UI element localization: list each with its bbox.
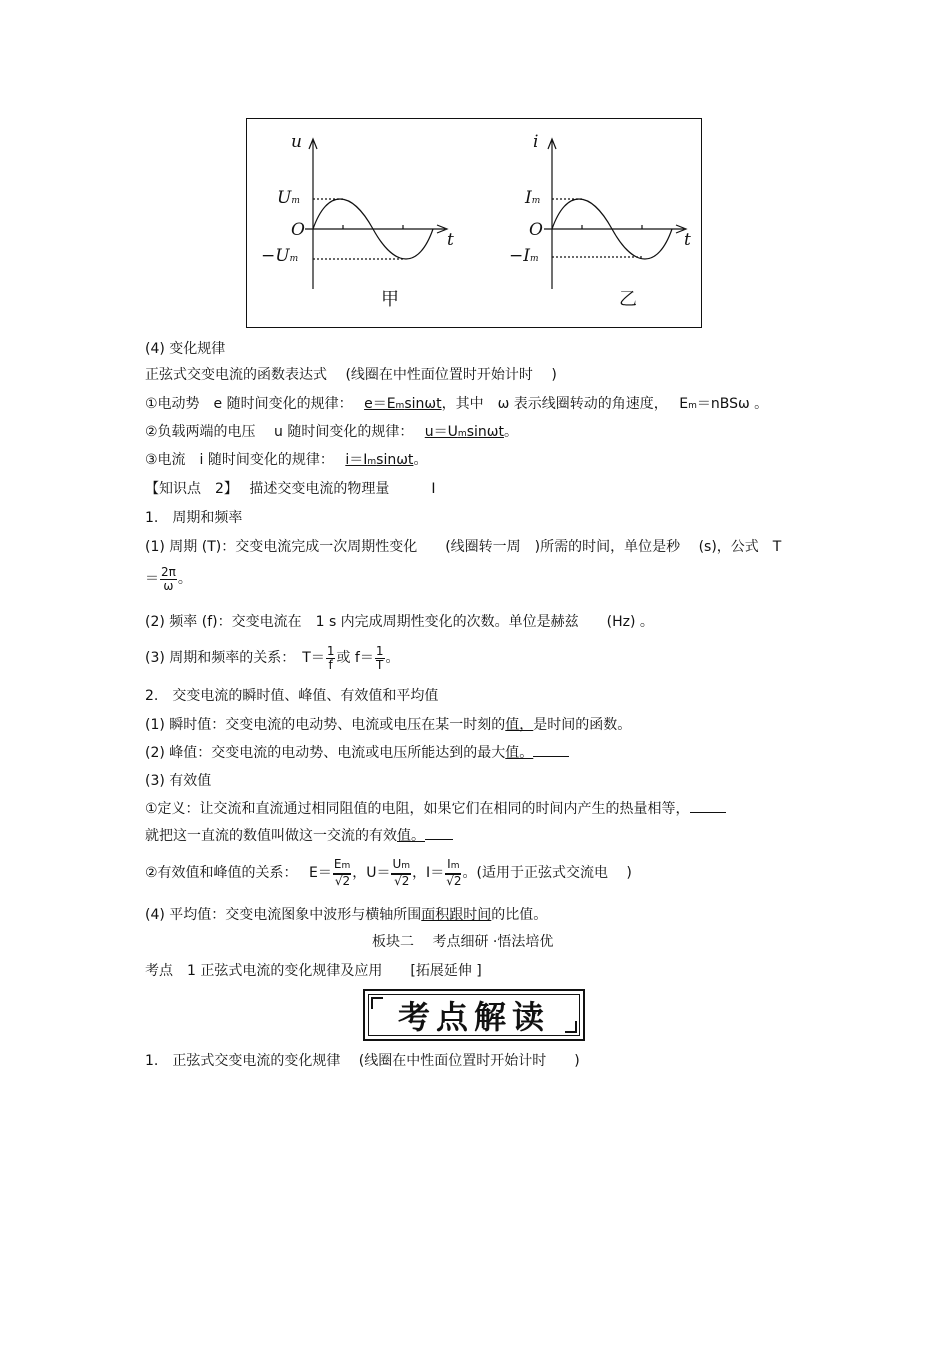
s4-intro: 正弦式交变电流的函数表达式 (线圈在中性面位置时开始计时 ): [145, 367, 557, 383]
effective-value-definition: ①定义：让交流和直流通过相同阻值的电阻，如果它们在相同的时间内产生的热量相等，: [145, 800, 726, 818]
s4-line-emf: ①电动势 e 随时间变化的规律： e＝Emsinωt，其中 ω 表示线圈转动的角速度， Em＝nBSω 。: [145, 396, 769, 412]
s4-line-voltage: ②负载两端的电压 u 随时间变化的规律： u＝Umsinωt。: [145, 424, 518, 440]
label-um: Um: [277, 188, 300, 208]
period-definition: (1) 周期 (T)：交变电流完成一次周期性变化 (线圈转一周 )所需的时间，单位是秒 (s)，公式 T: [145, 539, 782, 555]
kaodian-jiedu-banner: [363, 989, 585, 1041]
current-formula: i＝Imsinωt: [345, 452, 414, 468]
instant-value: (1) 瞬时值：交变电流的电动势、电流或电压在某一时刻的值，是时间的函数。: [145, 717, 632, 733]
x-axis-label-left: t: [447, 230, 454, 250]
effective-value-definition-cont: 就把这一直流的数值叫做这一交流的有效值。: [145, 827, 453, 845]
frequency-definition: (2) 频率 (f)：交变电流在 1 s 内完成周期性变化的次数。单位是赫兹 (Hz) 。: [145, 614, 654, 630]
origin-label-right: O: [529, 220, 543, 240]
kaodian-1-title: 考点 1 正弦式电流的变化规律及应用 [拓展延伸 ]: [145, 963, 482, 979]
sine-current-rule: 1. 正弦式交变电流的变化规律 (线圈在中性面位置时开始计时 ): [145, 1053, 580, 1069]
peak-value: (2) 峰值：交变电流的电动势、电流或电压所能达到的最大值。: [145, 744, 569, 762]
caption-jia: 甲: [381, 289, 399, 310]
sine-wave-figure: [246, 118, 702, 328]
caption-yi: 乙: [619, 289, 637, 310]
label-im: Im: [525, 188, 541, 208]
period-formula: ＝ $\frac{2\pi}{\omega}$ 。: [145, 564, 192, 593]
x-axis-label-right: t: [684, 230, 691, 250]
label-neg-um: −Um: [261, 246, 299, 266]
s4-title: (4) 变化规律: [145, 341, 226, 357]
origin-label-left: O: [291, 220, 305, 240]
label-neg-im: −Im: [509, 246, 539, 266]
voltage-formula: u＝Umsinωt: [424, 424, 504, 440]
s4-line-current: ③电流 i 随时间变化的规律： i＝Imsinωt。: [145, 452, 428, 468]
y-axis-label-i: i: [533, 132, 539, 152]
period-frequency-title: 1. 周期和频率: [145, 510, 243, 526]
values-title: 2. 交变电流的瞬时值、峰值、有效值和平均值: [145, 688, 439, 704]
effective-peak-relation: ②有效值和峰值的关系： E＝ $\frac{Em}{√2}$ ，U＝ $\frac{Um}{√2}$ ，I＝ $\frac{Im}{√2}$ 。(适用于正弦式交流电 ): [145, 857, 632, 888]
average-value: (4) 平均值：交变电流图象中波形与横轴所围面积跟时间的比值。: [145, 907, 548, 923]
emf-formula: e＝Emsinωt: [364, 396, 442, 412]
period-frequency-relation: (3) 周期和频率的关系： T＝ $\frac{1}{f}$ 或 f＝ $\frac{1}{T}$ 。: [145, 643, 400, 672]
fraction-2pi-omega: $\frac{2\pi}{\omega}$: [161, 564, 176, 593]
block-two-heading: 板块二 考点细研 ·悟法培优: [372, 934, 554, 950]
effective-value-title: (3) 有效值: [145, 773, 212, 789]
y-axis-label-u: u: [291, 132, 302, 152]
knowledge-point-2: 【知识点 2】 描述交变电流的物理量 Ⅰ: [145, 481, 436, 497]
banner-text: 考点解读: [397, 998, 550, 1036]
